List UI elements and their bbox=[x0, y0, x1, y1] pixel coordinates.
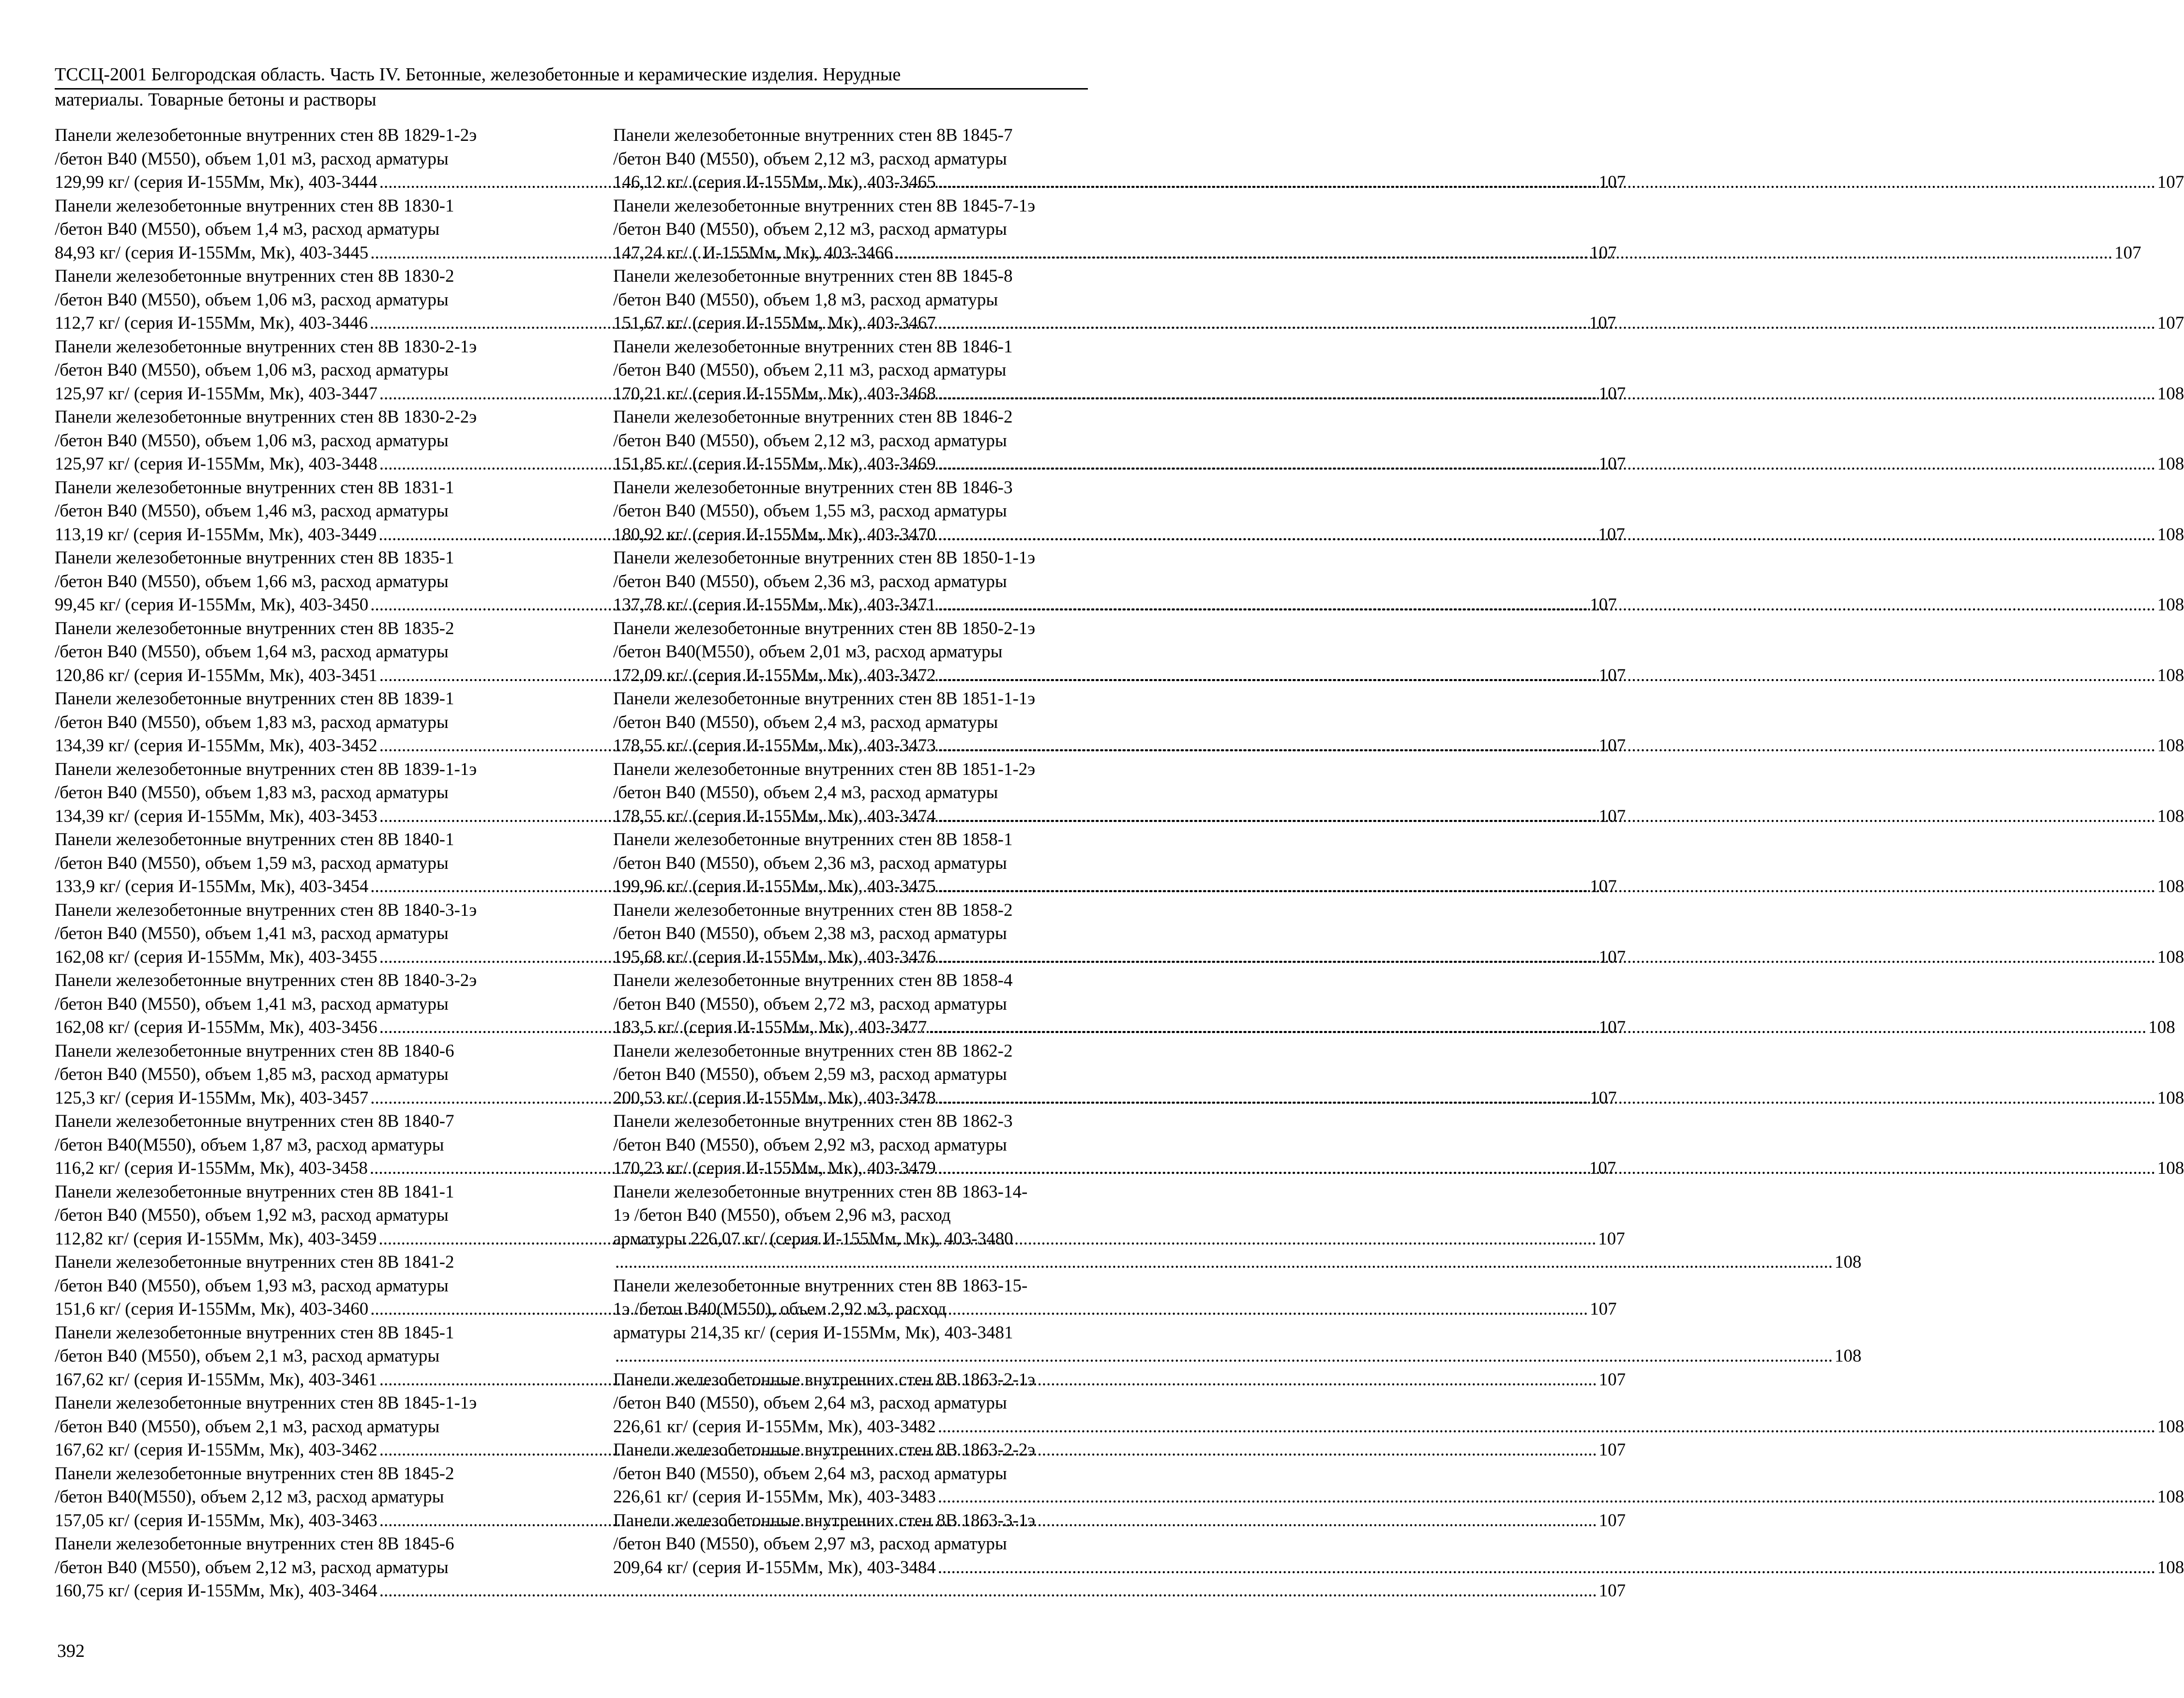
entry-line-1: Панели железобетонные внутренних стен 8В 1830-2 bbox=[55, 266, 454, 286]
entry-line-2: /бетон В40 (М550), объем 1,92 м3, расход арматуры bbox=[55, 1205, 449, 1225]
entry-line-1: Панели железобетонные внутренних стен 8В 1839-1-1э bbox=[55, 759, 477, 779]
entry-line-1: Панели железобетонные внутренних стен 8В 1863-2-1э bbox=[613, 1369, 1036, 1390]
entry-line-3: 209,64 кг/ (серия И-155Мм, Мк), 403-3484 bbox=[613, 1557, 936, 1577]
entry-page-ref: 108 bbox=[2157, 947, 2184, 967]
entry-line-3: 157,05 кг/ (серия И-155Мм, Мк), 403-3463 bbox=[55, 1510, 377, 1531]
entry-line-2: /бетон В40 (М550), объем 1,46 м3, расход арматуры bbox=[55, 501, 449, 521]
entry-page-ref: 108 bbox=[2157, 1416, 2184, 1437]
index-entry bbox=[613, 265, 2184, 335]
entry-line-1: Панели железобетонные внутренних стен 8В 1846-1 bbox=[613, 336, 1013, 357]
entry-line-1: Панели железобетонные внутренних стен 8В 1845-7 bbox=[613, 125, 1013, 145]
entry-line-1: Панели железобетонные внутренних стен 8В 1850-2-1э bbox=[613, 618, 1036, 638]
entry-page-ref: 108 bbox=[2157, 736, 2184, 756]
entry-line-1: Панели железобетонные внутренних стен 8В 1850-1-1э bbox=[613, 548, 1036, 568]
entry-line-3: 151,67 кг/ (серия И-155Мм, Мк), 403-3467 bbox=[613, 313, 936, 333]
entry-line-1: Панели железобетонные внутренних стен 8В 1840-7 bbox=[55, 1111, 454, 1131]
entry-line-3: 178,55 кг/ (серия И-155Мм, Мк), 403-3473 bbox=[613, 736, 936, 756]
page-header bbox=[55, 62, 1039, 112]
page-number: 392 bbox=[57, 1641, 85, 1661]
entry-line-2: /бетон В40(М550), объем 2,12 м3, расход арматуры bbox=[55, 1487, 444, 1507]
entry-line-2: /бетон В40 (М550), объем 1,83 м3, расход арматуры bbox=[55, 783, 449, 803]
entry-line-1: Панели железобетонные внутренних стен 8В 1845-1 bbox=[55, 1322, 454, 1343]
entry-line-3: 199,96 кг/ (серия И-155Мм, Мк), 403-3475 bbox=[613, 877, 936, 896]
entry-line-1: Панели железобетонные внутренних стен 8В 1829-1-2э bbox=[55, 125, 477, 145]
entry-page-ref: 107 bbox=[1590, 243, 1617, 263]
dot-leader bbox=[938, 1088, 2155, 1108]
entry-line-1: Панели железобетонные внутренних стен 8В 1846-3 bbox=[613, 477, 1013, 498]
entry-line-2: /бетон В40 (М550), объем 1,93 м3, расход арматуры bbox=[55, 1275, 449, 1296]
entry-line-2: /бетон В40(М550), объем 2,01 м3, расход арматуры bbox=[613, 642, 1003, 662]
entry-page-ref: 108 bbox=[2157, 454, 2184, 474]
dot-leader bbox=[379, 1581, 1597, 1601]
entry-last-line bbox=[613, 171, 2184, 195]
entry-line-3: 170,23 кг/ (серия И-155Мм, Мк), 403-3479 bbox=[613, 1158, 936, 1178]
index-entry bbox=[613, 195, 2141, 265]
entry-line-1: Панели железобетонные внутренних стен 8В 1863-15- bbox=[613, 1275, 1028, 1296]
entry-line-1: Панели железобетонные внутренних стен 8В 1835-1 bbox=[55, 548, 454, 568]
entry-page-ref: 107 bbox=[2157, 172, 2184, 192]
entry-line-2: /бетон В40 (М550), объем 1,8 м3, расход арматуры bbox=[613, 289, 998, 310]
entry-line-2: /бетон В40 (М550), объем 1,83 м3, расход арматуры bbox=[55, 712, 449, 732]
entry-line-2: /бетон В40 (М550), объем 2,4 м3, расход арматуры bbox=[613, 783, 998, 803]
entry-line-1: Панели железобетонные внутренних стен 8В 1858-1 bbox=[613, 830, 1013, 849]
entry-last-line bbox=[55, 1579, 1626, 1603]
dot-leader bbox=[615, 1252, 1833, 1272]
entry-line-2: /бетон В40 (М550), объем 2,36 м3, расход арматуры bbox=[613, 571, 1007, 591]
entry-page-ref: 107 bbox=[1598, 383, 1626, 404]
entry-page-ref: 108 bbox=[2157, 1158, 2184, 1178]
entry-line-3: 147,24 кг/ ( И-155Мм, Мк), 403-3466 bbox=[613, 243, 893, 263]
entry-line-2: /бетон В40 (М550), объем 1,64 м3, расход арматуры bbox=[55, 642, 449, 662]
entry-last-line bbox=[634, 1251, 1862, 1274]
entry-line-3: 116,2 кг/ (серия И-155Мм, Мк), 403-3458 bbox=[55, 1158, 368, 1178]
entry-line-3: 160,75 кг/ (серия И-155Мм, Мк), 403-3464 bbox=[55, 1581, 377, 1601]
entry-page-ref: 108 bbox=[2157, 877, 2184, 896]
entry-line-2: /бетон В40 (М550), объем 2,72 м3, расход арматуры bbox=[613, 994, 1007, 1014]
entry-line-3: 226,61 кг/ (серия И-155Мм, Мк), 403-3482 bbox=[613, 1416, 936, 1437]
entry-page-ref: 107 bbox=[1590, 595, 1617, 615]
entry-line-3: 120,86 кг/ (серия И-155Мм, Мк), 403-3451 bbox=[55, 665, 377, 685]
entry-line-1: Панели железобетонные внутренних стен 8В 1839-1 bbox=[55, 689, 454, 709]
entry-line-2: /бетон В40(М550), объем 1,87 м3, расход арматуры bbox=[55, 1135, 444, 1155]
entry-line-3: 162,08 кг/ (серия И-155Мм, Мк), 403-3455 bbox=[55, 947, 377, 967]
entry-line-1: Панели железобетонные внутренних стен 8В 1845-8 bbox=[613, 266, 1013, 286]
entry-page-ref: 108 bbox=[1835, 1252, 1862, 1272]
entry-page-ref: 107 bbox=[1590, 1088, 1617, 1108]
entry-line-3: 137,78 кг/ (серия И-155Мм, Мк), 403-3471 bbox=[613, 595, 936, 615]
dot-leader bbox=[938, 1158, 2155, 1178]
dot-leader bbox=[615, 1346, 1833, 1366]
entry-line-2: /бетон В40 (М550), объем 2,38 м3, расход арматуры bbox=[613, 924, 1007, 943]
dot-leader bbox=[938, 1417, 2155, 1437]
entry-line-3: 134,39 кг/ (серия И-155Мм, Мк), 403-3453 bbox=[55, 806, 377, 826]
entry-page-ref: 108 bbox=[2157, 806, 2184, 826]
entry-line-2: /бетон В40 (М550), объем 2,1 м3, расход арматуры bbox=[55, 1346, 440, 1366]
entry-page-ref: 107 bbox=[1598, 454, 1626, 474]
entry-page-ref: 108 bbox=[2148, 1017, 2175, 1037]
dot-leader bbox=[938, 1558, 2155, 1577]
entry-line-2: /бетон В40 (М550), объем 1,01 м3, расход арматуры bbox=[55, 149, 449, 169]
entry-line-2: /бетон В40 (М550), объем 1,41 м3, расход арматуры bbox=[55, 994, 449, 1014]
entry-page-ref: 108 bbox=[2157, 595, 2184, 615]
entry-page-ref: 107 bbox=[2157, 313, 2184, 333]
entry-page-ref: 107 bbox=[2114, 243, 2141, 263]
dot-leader bbox=[938, 806, 2155, 826]
entry-line-2: /бетон В40 (М550), объем 2,92 м3, расход арматуры bbox=[613, 1135, 1007, 1155]
dot-leader bbox=[938, 947, 2155, 967]
entry-line-3: 226,61 кг/ (серия И-155Мм, Мк), 403-3483 bbox=[613, 1487, 936, 1507]
entry-line-2: /бетон В40 (М550), объем 2,12 м3, расход арматуры bbox=[613, 430, 1007, 451]
entry-page-ref: 107 bbox=[1589, 313, 1616, 333]
entry-page-ref: 107 bbox=[1598, 172, 1626, 192]
entry-line-3: 84,93 кг/ (серия И-155Мм, Мк), 403-3445 bbox=[55, 243, 369, 263]
entry-line-1: Панели железобетонные внутренних стен 8В 1841-2 bbox=[55, 1252, 454, 1272]
entry-line-2: /бетон В40 (М550), объем 1,4 м3, расход арматуры bbox=[55, 219, 440, 239]
entry-line-1: Панели железобетонные внутренних стен 8В 1831-1 bbox=[55, 477, 454, 498]
entry-line-1: Панели железобетонные внутренних стен 8В 1851-1-1э bbox=[613, 689, 1036, 709]
entry-line-2: /бетон В40 (М550), объем 2,97 м3, расход арматуры bbox=[613, 1534, 1007, 1554]
entry-line-1: Панели железобетонные внутренних стен 8В 1863-3-1э bbox=[613, 1510, 1036, 1531]
entry-line-3: 180,92 кг/ (серия И-155Мм, Мк), 403-3470 bbox=[613, 524, 936, 545]
entry-line-2: /бетон В40 (М550), объем 2,12 м3, расход арматуры bbox=[55, 1557, 449, 1577]
entry-page-ref: 107 bbox=[1598, 1369, 1626, 1390]
entry-line-3: 178,55 кг/ (серия И-155Мм, Мк), 403-3474 bbox=[613, 806, 936, 826]
entry-line-3: 151,85 кг/ (серия И-155Мм, Мк), 403-3469 bbox=[613, 454, 936, 474]
entry-line-3: 183,5 кг/ (серия И-155Мм, Мк), 403-3477 bbox=[613, 1017, 927, 1037]
entry-page-ref: 107 bbox=[1598, 1581, 1626, 1601]
entry-line-2: /бетон В40 (М550), объем 1,06 м3, расход арматуры bbox=[55, 430, 449, 451]
entry-line-1: Панели железобетонные внутренних стен 8В 1863-2-2э bbox=[613, 1440, 1036, 1460]
entry-page-ref: 107 bbox=[1598, 1440, 1626, 1460]
entry-page-ref: 107 bbox=[1598, 736, 1626, 756]
dot-leader bbox=[938, 454, 2155, 474]
entry-line-1: Панели железобетонные внутренних стен 8В 1845-6 bbox=[55, 1534, 454, 1554]
entry-line-2: /бетон В40 (М550), объем 2,11 м3, расход арматуры bbox=[613, 360, 1007, 380]
entry-line-3: 151,6 кг/ (серия И-155Мм, Мк), 403-3460 bbox=[55, 1299, 369, 1319]
entry-line-2: /бетон В40 (М550), объем 1,66 м3, расход арматуры bbox=[55, 571, 449, 591]
entry-line-3: 200,53 кг/ (серия И-155Мм, Мк), 403-3478 bbox=[613, 1088, 936, 1108]
index-entry bbox=[613, 124, 2184, 195]
entry-line-2: /бетон В40 (М550), объем 2,12 м3, расход арматуры bbox=[613, 149, 1007, 169]
entry-last-line bbox=[613, 1486, 2184, 1509]
entry-line-3: 129,99 кг/ (серия И-155Мм, Мк), 403-3444 bbox=[55, 172, 377, 192]
entry-line-2: /бетон В40 (М550), объем 2,4 м3, расход арматуры bbox=[613, 712, 998, 732]
entry-line-1: Панели железобетонные внутренних стен 8В 1862-2 bbox=[613, 1041, 1013, 1061]
entry-page-ref: 108 bbox=[2157, 1088, 2184, 1108]
entry-line-3: 125,97 кг/ (серия И-155Мм, Мк), 403-3448 bbox=[55, 454, 377, 474]
entry-line-2: /бетон В40 (М550), объем 1,85 м3, расход арматуры bbox=[55, 1064, 449, 1084]
dot-leader bbox=[938, 525, 2155, 545]
entry-page-ref: 107 bbox=[1590, 877, 1617, 896]
entry-line-3: 172,09 кг/ (серия И-155Мм, Мк), 403-3472 bbox=[613, 665, 936, 685]
entry-line-3: 170,21 кг/ (серия И-155Мм, Мк), 403-3468 bbox=[613, 383, 936, 404]
entry-last-line bbox=[613, 1415, 2184, 1439]
entry-line-2: /бетон В40 (М550), объем 1,59 м3, расход арматуры bbox=[55, 853, 449, 873]
dot-leader bbox=[938, 384, 2155, 404]
entry-line-3: 167,62 кг/ (серия И-155Мм, Мк), 403-3461 bbox=[55, 1369, 377, 1390]
entry-line-3: 112,82 кг/ (серия И-155Мм, Мк), 403-3459 bbox=[55, 1228, 377, 1249]
entry-line-1: Панели железобетонные внутренних стен 8В 1858-2 bbox=[613, 900, 1013, 920]
index-column-right bbox=[613, 124, 2184, 1579]
entry-line-1: Панели железобетонные внутренних стен 8В 1830-2-1э bbox=[55, 336, 477, 357]
entry-line-1: Панели железобетонные внутренних стен 8В 1846-2 bbox=[613, 407, 1013, 427]
entry-line-1: Панели железобетонные внутренних стен 8В 1840-3-1э bbox=[55, 900, 477, 920]
entry-page-ref: 107 bbox=[1598, 947, 1626, 967]
entry-line-2: /бетон В40 (М550), объем 2,59 м3, расход арматуры bbox=[613, 1064, 1007, 1084]
entry-line-3: 125,97 кг/ (серия И-155Мм, Мк), 403-3447 bbox=[55, 383, 377, 404]
entry-page-ref: 107 bbox=[1598, 665, 1626, 685]
entry-line-1: Панели железобетонные внутренних стен 8В 1845-2 bbox=[55, 1463, 454, 1484]
entry-line-3: 195,68 кг/ (серия И-155Мм, Мк), 403-3476 bbox=[613, 947, 936, 967]
entry-line-3: 113,19 кг/ (серия И-155Мм, Мк), 403-3449 bbox=[55, 524, 377, 545]
entry-line-3: 162,08 кг/ (серия И-155Мм, Мк), 403-3456 bbox=[55, 1017, 377, 1037]
dot-leader bbox=[938, 313, 2155, 333]
entry-line-2: 1э /бетон В40(М550), объем 2,92 м3, расход bbox=[613, 1299, 947, 1319]
entry-line-1: Панели железобетонные внутренних стен 8В 1858-4 bbox=[613, 970, 1013, 990]
entry-page-ref: 107 bbox=[1598, 524, 1625, 545]
entry-line-1: Панели железобетонные внутренних стен 8В 1845-1-1э bbox=[55, 1393, 477, 1413]
entry-page-ref: 107 bbox=[1598, 1228, 1625, 1249]
entry-page-ref: 108 bbox=[2157, 1557, 2184, 1577]
dot-leader bbox=[938, 666, 2155, 685]
entry-line-1: Панели железобетонные внутренних стен 8В 1840-3-2э bbox=[55, 970, 477, 990]
entry-line-2: /бетон В40 (М550), объем 2,12 м3, расход арматуры bbox=[613, 219, 1007, 239]
entry-line-1: Панели железобетонные внутренних стен 8В 1840-6 bbox=[55, 1041, 454, 1061]
entry-page-ref: 108 bbox=[2157, 665, 2184, 685]
entry-line-3: 112,7 кг/ (серия И-155Мм, Мк), 403-3446 bbox=[55, 313, 368, 333]
entry-page-ref: 108 bbox=[1835, 1346, 1862, 1366]
entry-line-1: Панели железобетонные внутренних стен 8В 1851-1-2э bbox=[613, 759, 1036, 779]
dot-leader bbox=[895, 243, 2112, 263]
entry-line-3: 167,62 кг/ (серия И-155Мм, Мк), 403-3462 bbox=[55, 1440, 377, 1460]
entry-page-ref: 108 bbox=[2157, 524, 2184, 545]
entry-line-2: /бетон В40 (М550), объем 1,06 м3, расход арматуры bbox=[55, 289, 449, 310]
entry-line-1: Панели железобетонные внутренних стен 8В 1830-2-2э bbox=[55, 407, 477, 427]
entry-line-2: /бетон В40 (М550), объем 1,06 м3, расход арматуры bbox=[55, 360, 449, 380]
entry-line-2: 1э /бетон В40 (М550), объем 2,96 м3, расход bbox=[613, 1205, 951, 1225]
entry-page-ref: 108 bbox=[2157, 1487, 2184, 1507]
entry-page-ref: 108 bbox=[2157, 383, 2184, 404]
entry-last-line bbox=[634, 1345, 1862, 1368]
entry-line-3: 134,39 кг/ (серия И-155Мм, Мк), 403-3452 bbox=[55, 736, 377, 756]
entry-page-ref: 107 bbox=[1598, 806, 1626, 826]
dot-leader bbox=[938, 1487, 2155, 1507]
entry-line-1: Панели железобетонные внутренних стен 8В 1862-3 bbox=[613, 1111, 1013, 1131]
entry-last-line bbox=[613, 242, 2141, 265]
dot-leader bbox=[929, 1017, 2146, 1037]
dot-leader bbox=[938, 877, 2155, 896]
entry-line-1: Панели железобетонные внутренних стен 8В 1841-1 bbox=[55, 1182, 454, 1202]
entry-line-1: Панели железобетонные внутренних стен 8В 1840-1 bbox=[55, 830, 454, 849]
entry-line-1: Панели железобетонные внутренних стен 8В 1845-7-1э bbox=[613, 196, 1036, 216]
entry-page-ref: 107 bbox=[1590, 1299, 1617, 1319]
entry-line-2: /бетон В40 (М550), объем 2,64 м3, расход арматуры bbox=[613, 1463, 1007, 1484]
entry-page-ref: 107 bbox=[1589, 1158, 1616, 1178]
entry-page-ref: 107 bbox=[1598, 1017, 1626, 1037]
entry-last-line bbox=[613, 312, 2184, 335]
header-line-1: ТССЦ-2001 Белгородская область. Часть IV. Бетонные, железобетонные и керамические изделия. Нерудные bbox=[55, 64, 901, 85]
header-line-2: материалы. Товарные бетоны и растворы bbox=[55, 90, 377, 110]
dot-leader bbox=[938, 595, 2155, 615]
entry-last-line bbox=[613, 1556, 2184, 1580]
entry-line-1: Панели железобетонные внутренних стен 8В 1830-1 bbox=[55, 196, 454, 216]
dot-leader bbox=[938, 736, 2155, 756]
entry-line-3: 99,45 кг/ (серия И-155Мм, Мк), 403-3450 bbox=[55, 595, 369, 615]
entry-page-ref: 107 bbox=[1598, 1510, 1626, 1531]
entry-line-3: 146,12 кг/ (серия И-155Мм, Мк), 403-3465 bbox=[613, 172, 936, 192]
entry-line-2: /бетон В40 (М550), объем 2,64 м3, расход арматуры bbox=[613, 1393, 1007, 1413]
entry-line-2: /бетон В40 (М550), объем 1,55 м3, расход арматуры bbox=[613, 501, 1007, 521]
entry-line-2: /бетон В40 (М550), объем 2,1 м3, расход арматуры bbox=[55, 1416, 440, 1437]
entry-line-3: 125,3 кг/ (серия И-155Мм, Мк), 403-3457 bbox=[55, 1088, 369, 1108]
entry-line-1: Панели железобетонные внутренних стен 8В 1835-2 bbox=[55, 618, 454, 638]
entry-line-1: Панели железобетонные внутренних стен 8В 1863-14- bbox=[613, 1182, 1028, 1202]
entry-line-2: /бетон В40 (М550), объем 2,36 м3, расход арматуры bbox=[613, 853, 1007, 873]
dot-leader bbox=[938, 172, 2155, 192]
entry-line-3: арматуры 214,35 кг/ (серия И-155Мм, Мк), 403-3481 bbox=[613, 1322, 1013, 1343]
header-rule bbox=[55, 88, 1088, 90]
entry-line-2: /бетон В40 (М550), объем 1,41 м3, расход арматуры bbox=[55, 924, 449, 943]
entry-line-3: 133,9 кг/ (серия И-155Мм, Мк), 403-3454 bbox=[55, 877, 369, 896]
entry-line-3: арматуры 226,07 кг/ (серия И-155Мм, Мк), 403-3480 bbox=[613, 1228, 1013, 1249]
